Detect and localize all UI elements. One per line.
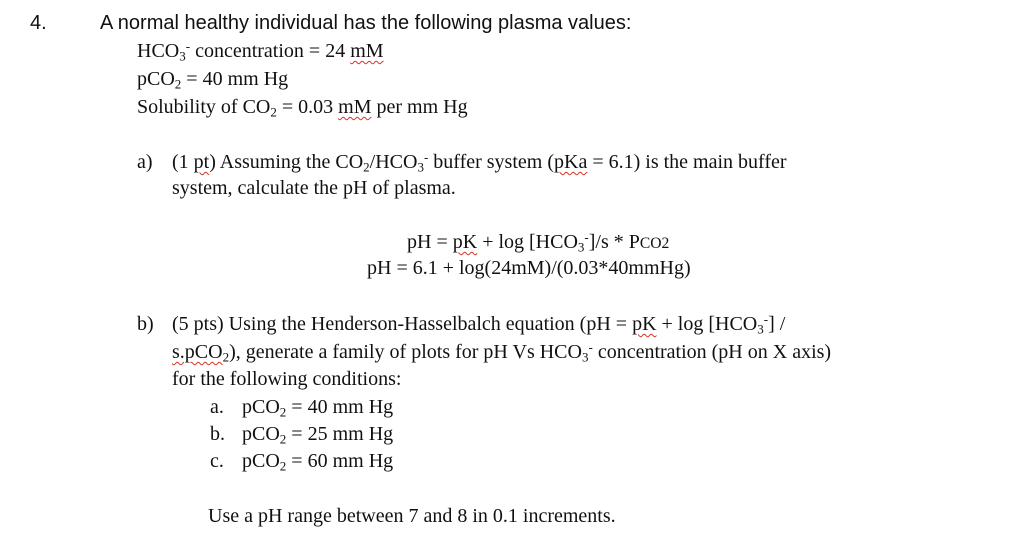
part-b-line-3: for the following conditions: (172, 368, 402, 390)
part-b-label: b) (137, 313, 154, 335)
unit-mm: mM (338, 96, 372, 118)
part-a-equation-2: pH = 6.1 + log(24mM)/(0.03*40mmHg) (367, 257, 691, 279)
part-a-line-1: (1 pt) Assuming the $CO_2/HCO_3^-$ buffer system (pKa = 6.1) is the main buffer (172, 149, 787, 175)
question-intro: A normal healthy individual has the following plasma values: (100, 12, 632, 34)
condition-item: pCO$_2$ = 60 mm Hg (242, 450, 394, 474)
part-a-label: a) (137, 151, 153, 173)
part-a-line-2: system, calculate the pH of plasma. (172, 177, 456, 199)
condition-label: a. (210, 396, 224, 418)
given-hco3-line: $HCO_3^-$ concentration = 24 mM (137, 38, 384, 64)
given-solubility-line: Solubility of $CO_2 = 0.03$ mM per mm Hg (137, 96, 468, 120)
condition-item: pCO$_2$ = 25 mm Hg (242, 423, 394, 447)
ph-range-note: Use a pH range between 7 and 8 in 0.1 increments. (208, 505, 616, 527)
part-a-equation-1: pH = pK + $\log [HCO_3^-]/s * PCO2$ (407, 229, 670, 255)
given-pco2-line: pCO$_2$ = 40 mm Hg (137, 68, 289, 92)
condition-label: c. (210, 450, 224, 472)
question-number: 4. (30, 12, 47, 34)
part-b-line-1: (5 pts) Using the Henderson-Hasselbalch equation (pH = pK + $\log [HCO_3^-]$ / (172, 311, 786, 337)
condition-label: b. (210, 423, 225, 445)
unit-mm: mM (350, 40, 384, 62)
part-b-line-2: s.pCO$_2$), generate a family of plots for pH Vs $HCO_3^-$ concentration (pH on X axis) (172, 339, 832, 365)
condition-item: pCO$_2$ = 40 mm Hg (242, 396, 394, 420)
